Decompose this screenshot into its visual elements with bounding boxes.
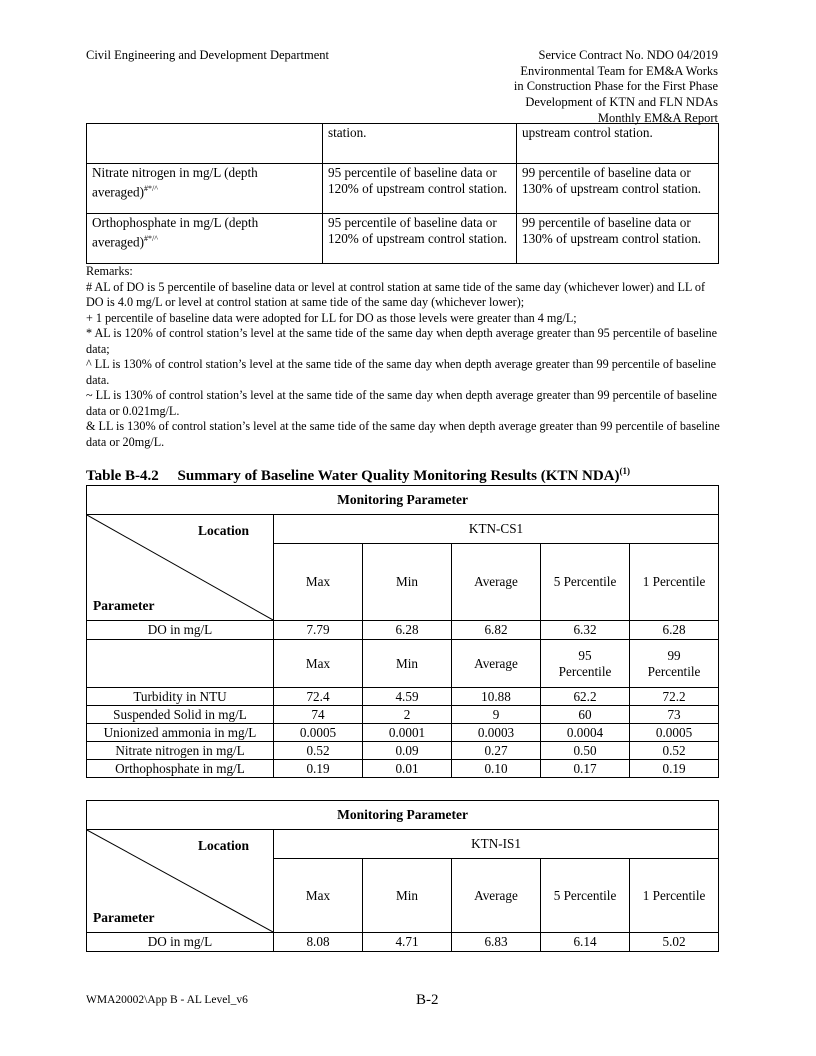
table-row <box>87 688 719 706</box>
monitoring-parameter-heading: Monitoring Parameter <box>87 486 719 515</box>
table-cell: 9 <box>452 706 541 724</box>
table-cell: 0.01 <box>363 760 452 778</box>
table-cell: 5.02 <box>630 933 719 952</box>
parameter-label: Parameter <box>93 598 155 613</box>
stat-header: 1 Percentile <box>630 544 719 621</box>
table-caption-sup: (1) <box>619 466 630 476</box>
table-cell: 6.14 <box>541 933 630 952</box>
row-label: Suspended Solid in mg/L <box>87 706 274 724</box>
table-cell: 8.08 <box>274 933 363 952</box>
table-cell: 0.10 <box>452 760 541 778</box>
row-label: DO in mg/L <box>87 621 274 640</box>
header-line: Environmental Team for EM&A Works <box>520 63 718 78</box>
table-caption <box>86 466 630 485</box>
remark-item: ^ LL is 130% of control station’s level at the same tide of the same day when depth average greater than 99 percentile of baseline data. <box>86 357 716 387</box>
location-label: Location <box>197 838 249 853</box>
table-cell: 0.52 <box>630 742 719 760</box>
table-cell: 60 <box>541 706 630 724</box>
table-cell: 0.09 <box>363 742 452 760</box>
table-header-row <box>87 640 719 688</box>
table-row <box>87 124 719 164</box>
table-cell: 6.32 <box>541 621 630 640</box>
table-cell: 72.4 <box>274 688 363 706</box>
row-label: Turbidity in NTU <box>87 688 274 706</box>
table-header-row <box>87 830 719 859</box>
stat-header: Min <box>363 640 452 688</box>
stat-header: 5 Percentile <box>541 859 630 933</box>
remarks <box>86 264 720 450</box>
table-title: Summary of Baseline Water Quality Monitoring Results (KTN NDA) <box>177 468 620 484</box>
param-sup: #*/^ <box>143 184 158 193</box>
remark-item: * AL is 120% of control station’s level at the same tide of the same day when depth average greater than 95 percentile of baseline data; <box>86 326 718 356</box>
table-row <box>87 742 719 760</box>
table-cell: 0.50 <box>541 742 630 760</box>
param-sup: #*/^ <box>143 234 158 243</box>
stat-header: Average <box>452 640 541 688</box>
table-row <box>87 621 719 640</box>
header-department: Civil Engineering and Development Department <box>86 48 329 62</box>
table-cell: 0.0005 <box>630 724 719 742</box>
action-limit-table <box>86 123 719 264</box>
ll-cell: 99 percentile of baseline data or 130% of upstream control station. <box>517 214 719 264</box>
al-cell: 95 percentile of baseline data or 120% of upstream control station. <box>323 164 517 214</box>
diagonal-header-cell <box>87 830 274 933</box>
table-row <box>87 933 719 952</box>
diagonal-header-cell <box>87 515 274 621</box>
row-label: Nitrate nitrogen in mg/L <box>87 742 274 760</box>
table-number: Table B-4.2 <box>86 468 159 484</box>
table-cell: 74 <box>274 706 363 724</box>
location-name: KTN-CS1 <box>274 515 719 544</box>
empty-cell <box>87 640 274 688</box>
param-text: Orthophosphate in mg/L (depth averaged) <box>92 215 259 250</box>
table-cell: 2 <box>363 706 452 724</box>
table-header-row <box>87 486 719 515</box>
al-cell: station. <box>323 124 517 164</box>
header-line: Service Contract No. NDO 04/2019 <box>538 48 718 62</box>
table-cell: 72.2 <box>630 688 719 706</box>
header-contract-info <box>388 48 718 127</box>
baseline-table-ktn-cs1 <box>86 485 719 778</box>
table-cell: 0.19 <box>630 760 719 778</box>
stat-header: Max <box>274 640 363 688</box>
table-cell: 6.28 <box>363 621 452 640</box>
table-row <box>87 214 719 264</box>
stat-header: Max <box>274 544 363 621</box>
table-cell: 0.0004 <box>541 724 630 742</box>
table-cell: 10.88 <box>452 688 541 706</box>
stat-header: 1 Percentile <box>630 859 719 933</box>
table-cell: 0.0005 <box>274 724 363 742</box>
remark-item: & LL is 130% of control station’s level at the same tide of the same day when depth average greater than 99 percentile of baseline data or 20mg/L. <box>86 419 720 449</box>
table-cell: 0.17 <box>541 760 630 778</box>
table-cell: 0.0001 <box>363 724 452 742</box>
table-cell: 0.0003 <box>452 724 541 742</box>
table-header-row <box>87 515 719 544</box>
header-line: in Construction Phase for the First Phase <box>513 79 718 94</box>
stat-header: Max <box>274 859 363 933</box>
stat-header: Min <box>363 859 452 933</box>
table-cell: 0.52 <box>274 742 363 760</box>
stat-header: 5 Percentile <box>541 544 630 621</box>
table-row <box>87 706 719 724</box>
table-cell: 6.28 <box>630 621 719 640</box>
param-text: Nitrate nitrogen in mg/L (depth averaged) <box>92 165 258 200</box>
table-cell: 4.71 <box>363 933 452 952</box>
table-cell: 0.27 <box>452 742 541 760</box>
al-cell: 95 percentile of baseline data or 120% of upstream control station. <box>323 214 517 264</box>
table-cell: 0.19 <box>274 760 363 778</box>
row-label: Orthophosphate in mg/L <box>87 760 274 778</box>
ll-cell: 99 percentile of baseline data or 130% of upstream control station. <box>517 164 719 214</box>
remark-item: # AL of DO is 5 percentile of baseline data or level at control station at same tide of the same day (whichever lower) and LL of DO is 4.0 mg/L or level at control station at same tide of the same day (whichever lower); <box>86 279 706 309</box>
row-label: DO in mg/L <box>87 933 274 952</box>
ll-cell: upstream control station. <box>517 124 719 164</box>
remark-item: + 1 percentile of baseline data were adopted for LL for DO as those levels were greater than 4 mg/L; <box>86 310 577 325</box>
stat-header: Average <box>452 544 541 621</box>
table-cell: 73 <box>630 706 719 724</box>
table-header-row <box>87 801 719 830</box>
location-label: Location <box>197 523 249 538</box>
footer-file-reference: WMA20002\App B - AL Level_v6 <box>86 994 248 1006</box>
monitoring-parameter-heading: Monitoring Parameter <box>87 801 719 830</box>
table-row <box>87 164 719 214</box>
param-cell <box>87 164 323 214</box>
stat-header: 99 Percentile <box>630 640 719 688</box>
table-cell: 4.59 <box>363 688 452 706</box>
stat-header: 95 Percentile <box>541 640 630 688</box>
table-row <box>87 724 719 742</box>
parameter-label: Parameter <box>93 910 155 925</box>
header-line: Development of KTN and FLN NDAs <box>525 95 718 110</box>
param-cell <box>87 214 323 264</box>
param-cell <box>87 124 323 164</box>
header-line: Monthly EM&A Report <box>597 110 718 125</box>
table-cell: 6.82 <box>452 621 541 640</box>
stat-header: Average <box>452 859 541 933</box>
page-number: B-2 <box>416 992 439 1008</box>
table-cell: 62.2 <box>541 688 630 706</box>
remark-item: ~ LL is 130% of control station’s level at the same tide of the same day when depth average greater than 99 percentile of baseline data or 0.021mg/L. <box>86 388 717 418</box>
remarks-heading: Remarks: <box>86 264 133 278</box>
table-cell: 7.79 <box>274 621 363 640</box>
stat-header: Min <box>363 544 452 621</box>
baseline-table-ktn-is1 <box>86 800 719 952</box>
location-name: KTN-IS1 <box>274 830 719 859</box>
table-row <box>87 760 719 778</box>
row-label: Unionized ammonia in mg/L <box>87 724 274 742</box>
table-cell: 6.83 <box>452 933 541 952</box>
